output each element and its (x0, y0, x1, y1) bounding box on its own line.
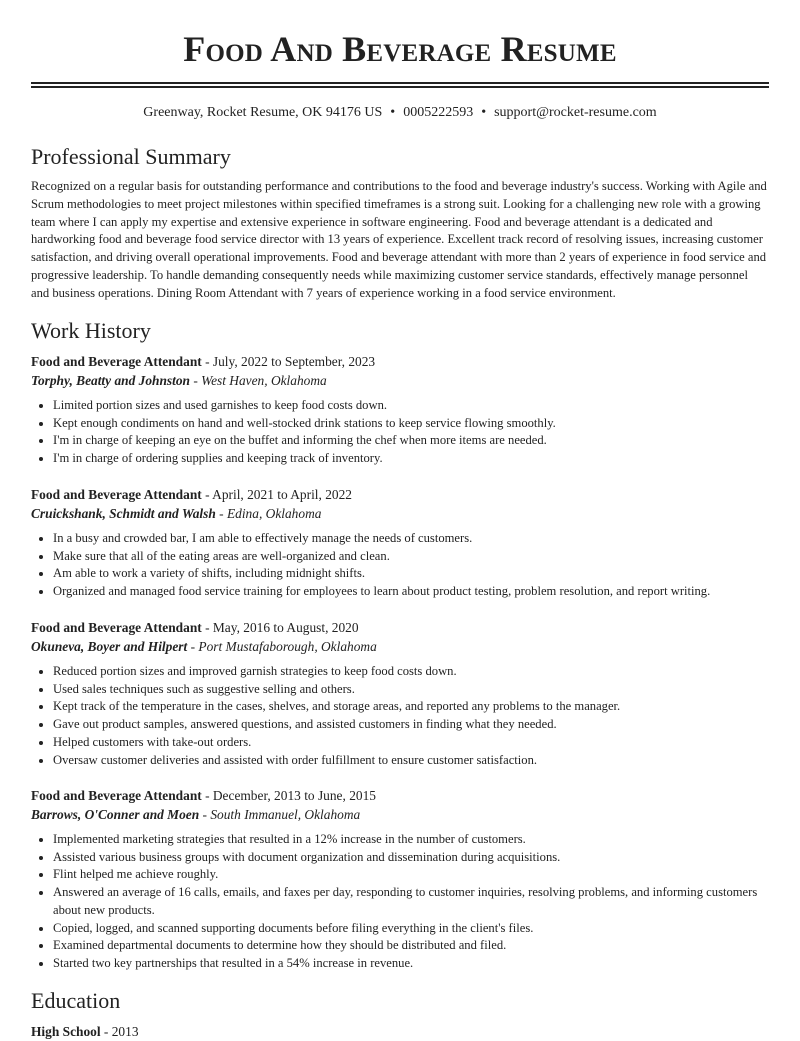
job-duty: • Organized and managed food service training for employees to learn about product testing, problem resolution, and report writing. (53, 583, 769, 601)
contact-email[interactable]: support@rocket-resume.com (494, 105, 657, 120)
contact-phone: 0005222593 (403, 105, 474, 120)
work-history-heading: Work History (31, 318, 151, 343)
contact-separator: • (390, 105, 396, 120)
job-dates: - April, 2021 to April, 2022 (201, 487, 353, 502)
job-duty: • I'm in charge of keeping an eye on the buffet and informing the chef when more items are needed. (53, 432, 769, 450)
job-entry (31, 786, 769, 973)
job-header (31, 485, 769, 504)
job-duty: • Helped customers with take-out orders. (53, 734, 769, 752)
job-dates: - July, 2022 to September, 2023 (201, 354, 376, 369)
job-duties-list (31, 530, 769, 601)
job-duties-list (31, 831, 769, 973)
job-duty: • Assisted various business groups with document organization and dissemination during acquisitions. (53, 849, 769, 867)
job-duty: • Answered an average of 16 calls, emails, and faxes per day, responding to customer inquiries, resolving problems, and informing customers about new products. (53, 884, 769, 919)
job-header (31, 786, 769, 805)
job-location: - West Haven, Oklahoma (190, 373, 327, 388)
contact-address: Greenway, Rocket Resume, OK 94176 US (143, 105, 383, 120)
job-title: Food and Beverage Attendant (31, 487, 202, 502)
job-location: - South Immanuel, Oklahoma (199, 807, 361, 822)
job-header (31, 352, 769, 371)
job-employer (31, 637, 769, 656)
title-divider-bottom (31, 86, 769, 88)
job-duties-list (31, 397, 769, 468)
job-duty: • Kept enough condiments on hand and well-stocked drink stations to keep service flowing smoothly. (53, 415, 769, 433)
job-duty: • I'm in charge of ordering supplies and keeping track of inventory. (53, 450, 769, 468)
job-duty: • Gave out product samples, answered questions, and assisted customers in finding what they needed. (53, 716, 769, 734)
job-location: - Edina, Oklahoma (215, 506, 322, 521)
job-duty: • Started two key partnerships that resulted in a 54% increase in revenue. (53, 955, 769, 973)
company-name: Okuneva, Boyer and Hilpert (31, 639, 188, 654)
company-name: Cruickshank, Schmidt and Walsh (31, 506, 216, 521)
job-employer (31, 371, 769, 390)
contact-line (31, 103, 769, 123)
education-entry (31, 1022, 139, 1041)
title-divider-top (31, 82, 769, 84)
contact-separator: • (481, 105, 487, 120)
job-employer (31, 504, 769, 523)
job-entry (31, 618, 769, 769)
job-duty: • Used sales techniques such as suggestive selling and others. (53, 681, 769, 699)
job-duty: • Copied, logged, and scanned supporting documents before filing everything in the client's files. (53, 920, 769, 938)
company-name: Torphy, Beatty and Johnston (31, 373, 190, 388)
job-duty: • Implemented marketing strategies that resulted in a 12% increase in the number of customers. (53, 831, 769, 849)
job-entry (31, 352, 769, 468)
job-title: Food and Beverage Attendant (31, 620, 202, 635)
summary-heading: Professional Summary (31, 144, 231, 169)
job-title: Food and Beverage Attendant (31, 354, 202, 369)
job-duties-list (31, 663, 769, 769)
job-duty: • Reduced portion sizes and improved garnish strategies to keep food costs down. (53, 663, 769, 681)
job-entry (31, 485, 769, 601)
job-employer (31, 805, 769, 824)
job-duty: • Kept track of the temperature in the cases, shelves, and storage areas, and reported any problems to the manager. (53, 698, 769, 716)
job-dates: - May, 2016 to August, 2020 (201, 620, 359, 635)
job-title: Food and Beverage Attendant (31, 788, 202, 803)
graduation-year: - 2013 (100, 1024, 139, 1039)
job-duty: • Limited portion sizes and used garnishes to keep food costs down. (53, 397, 769, 415)
job-dates: - December, 2013 to June, 2015 (201, 788, 376, 803)
job-location: - Port Mustafaborough, Oklahoma (187, 639, 377, 654)
resume-title: Food And Beverage Resume (183, 29, 617, 69)
education-heading: Education (31, 988, 121, 1013)
job-header (31, 618, 769, 637)
job-duty: • Make sure that all of the eating areas are well-organized and clean. (53, 548, 769, 566)
job-duty: • Oversaw customer deliveries and assisted with order fulfillment to ensure customer satisfaction. (53, 752, 769, 770)
company-name: Barrows, O'Conner and Moen (31, 807, 200, 822)
job-duty: • Examined departmental documents to determine how they should be distributed and filed. (53, 937, 769, 955)
summary-text: Recognized on a regular basis for outstanding performance and contributions to the food and beverage industry's success. Working with Agile and Scrum methodologies to meet project milestones within specified timeframes is a strong suit. Looking for a challenging new role with a growing team where I can apply my expertise and extensive experience in software engineering. Food and beverage attendant is a dedicated and hardworking food and beverage food service director with 13 years of experience. Excellent track record of resolving issues, increasing customer satisfaction, and driving overall operational improvements. Food and beverage attendant with more than 2 years of experience in food service and progressive leadership. To handle demanding consequently needs while maximizing customer service standards, effectively manage personnel and business operations. Dining Room Attendant with 7 years of experience working in a food service environment. (31, 179, 767, 300)
job-duty: • In a busy and crowded bar, I am able to effectively manage the needs of customers. (53, 530, 769, 548)
job-duty: • Flint helped me achieve roughly. (53, 866, 769, 884)
job-duty: • Am able to work a variety of shifts, including midnight shifts. (53, 565, 769, 583)
school-name: High School (31, 1024, 101, 1039)
